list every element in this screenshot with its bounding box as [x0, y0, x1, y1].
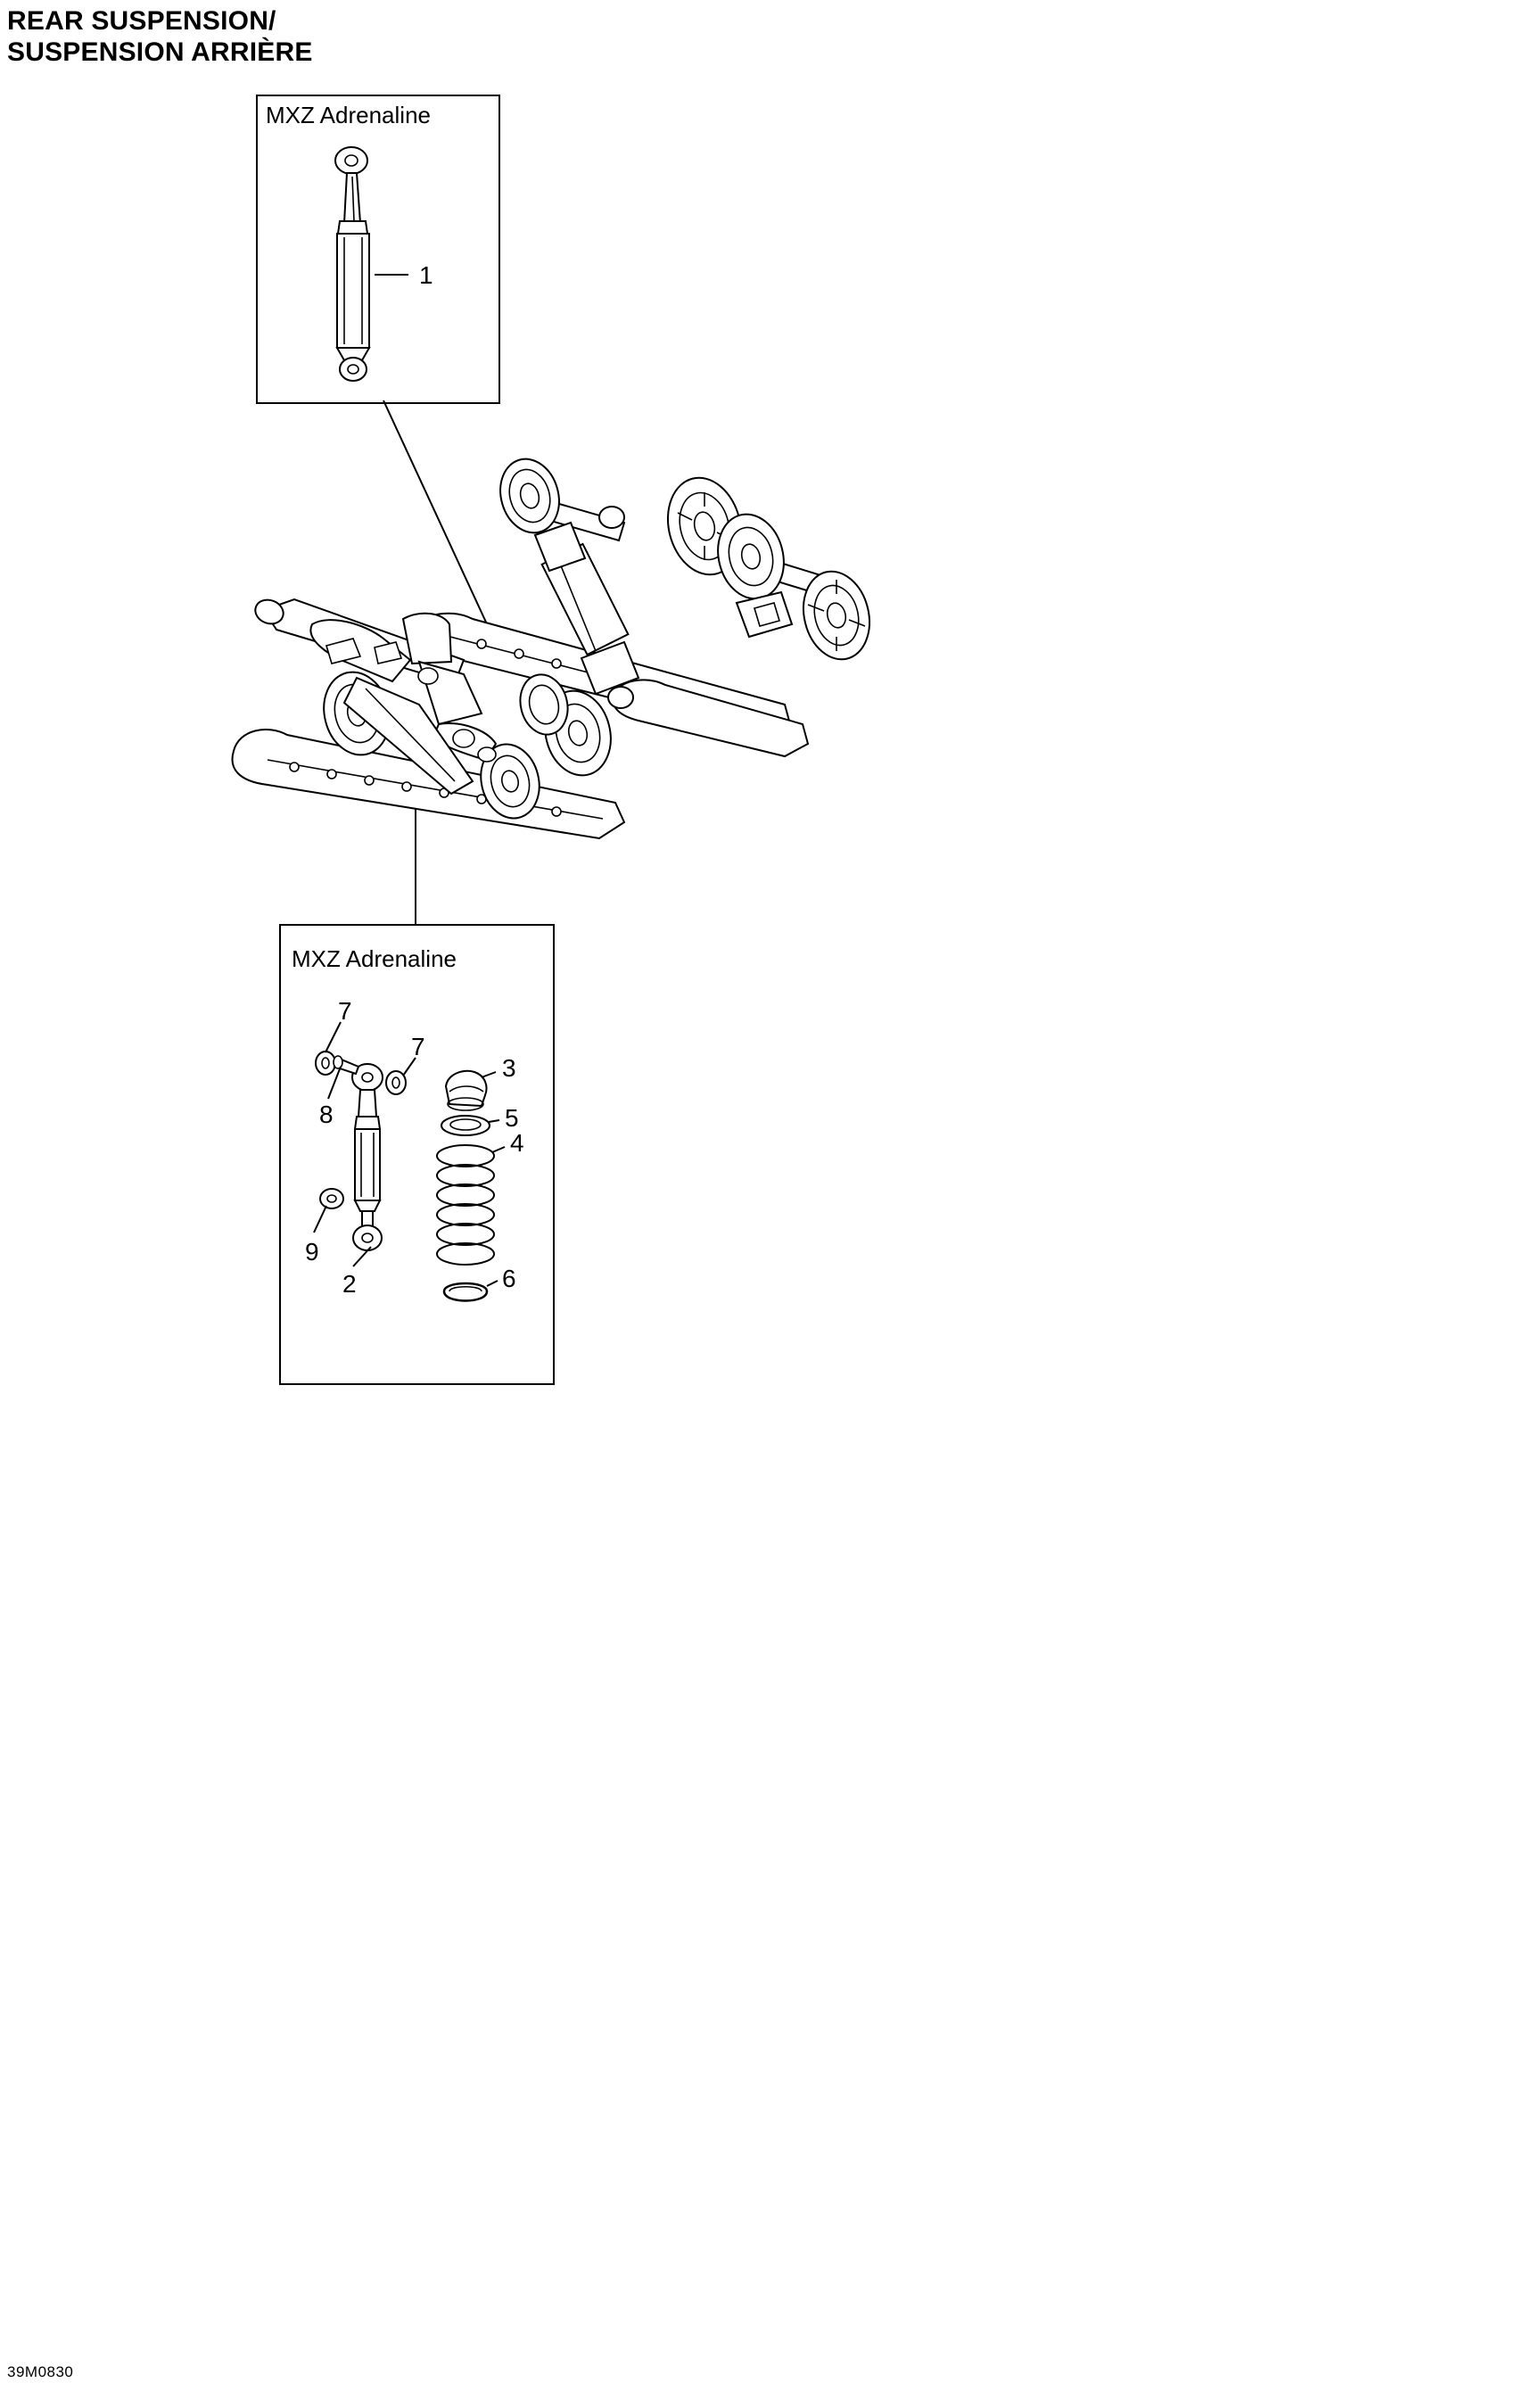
- callout-5: 5: [505, 1104, 519, 1132]
- washer-illustration: [441, 1116, 499, 1135]
- rear-bracket: [737, 592, 792, 637]
- callout-3: 3: [502, 1054, 516, 1082]
- callout-1: 1: [419, 261, 433, 289]
- callout-8: 8: [319, 1101, 334, 1128]
- page-title-line1: REAR SUSPENSION/: [7, 6, 276, 36]
- retaining-ring-illustration: [444, 1281, 498, 1301]
- coil-spring-illustration: [437, 1145, 505, 1265]
- bottom-panel-label: MXZ Adrenaline: [292, 945, 457, 972]
- top-panel-label: MXZ Adrenaline: [266, 102, 431, 128]
- callout-4: 4: [510, 1129, 524, 1157]
- idler-wheel: [492, 452, 568, 540]
- callout-2: 2: [342, 1270, 357, 1298]
- rear-shock-absorber-illustration: [335, 147, 408, 381]
- callout-9: 9: [305, 1238, 319, 1266]
- callout-6: 6: [502, 1265, 516, 1292]
- document-code: 39M0830: [7, 2363, 74, 2380]
- spring-cap-illustration: [446, 1071, 496, 1110]
- callout-7-left: 7: [338, 997, 352, 1025]
- page-title-line2: SUSPENSION ARRIÈRE: [7, 37, 313, 68]
- callout-7-right: 7: [411, 1033, 425, 1060]
- front-shock-absorber-illustration: [314, 1022, 416, 1266]
- rear-suspension-assembly-drawing: [233, 452, 879, 838]
